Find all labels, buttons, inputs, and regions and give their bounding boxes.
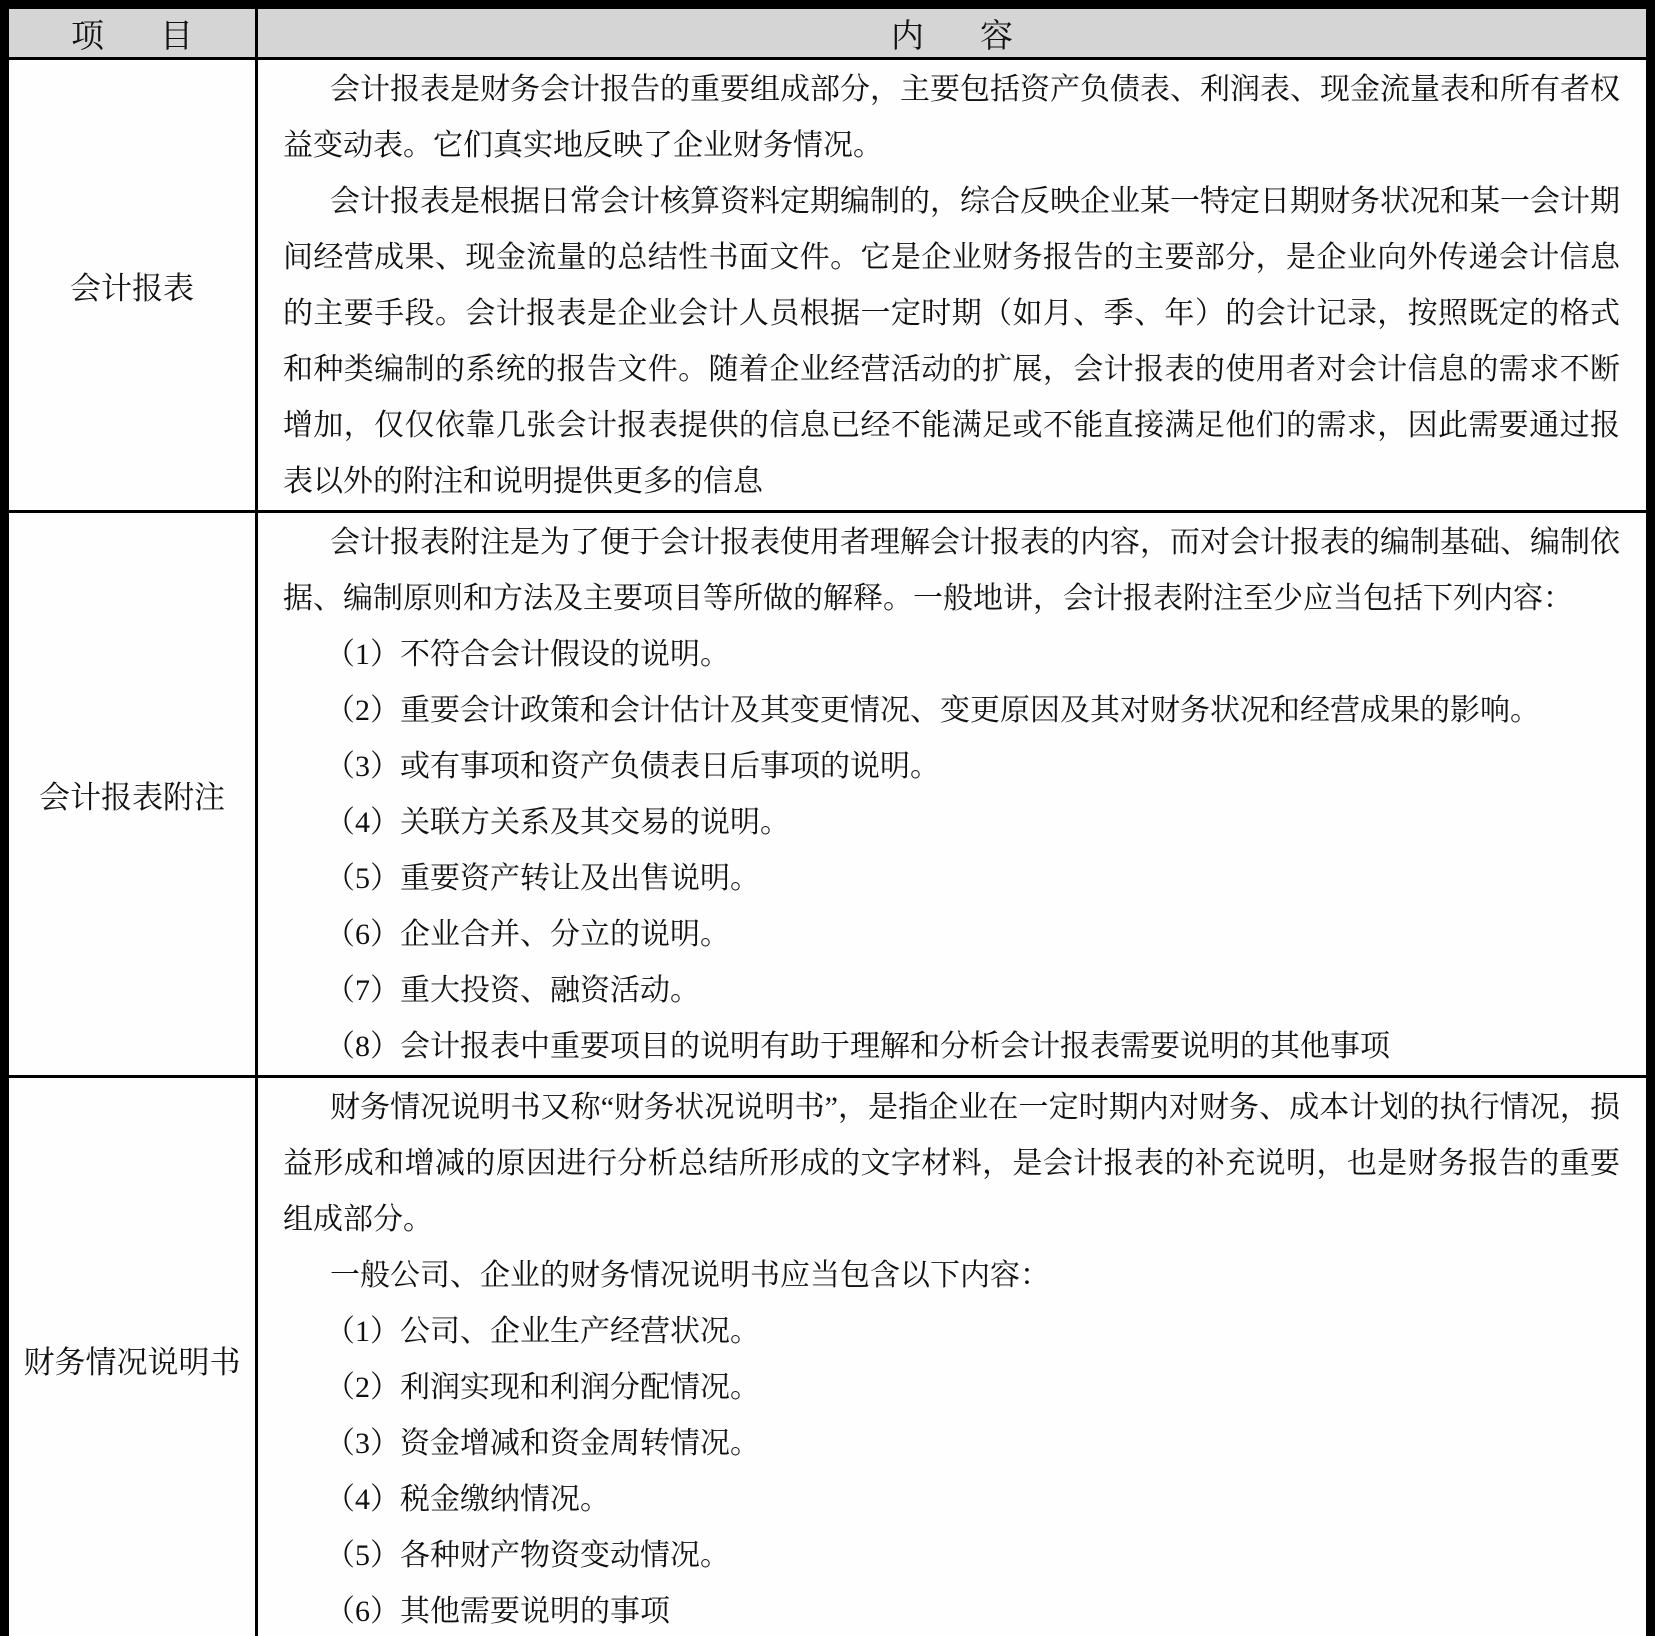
numbered-item: （6）企业合并、分立的说明。 xyxy=(325,918,730,951)
table-body xyxy=(5,59,1651,1636)
content-paragraph: 财务情况说明书又称“财务状况说明书”，是指企业在一定时期内对财务、成本计划的执行情况，损益形成和增减的原因进行分析总结所形成的文字材料，是会计报表的补充说明，也是财务报告的重要组成部分。 xyxy=(283,1091,1620,1236)
content-cell xyxy=(257,1077,1651,1636)
content-paragraph: 一般公司、企业的财务情况说明书应当包含以下内容： xyxy=(330,1259,1050,1292)
numbered-item: （4）税金缴纳情况。 xyxy=(325,1483,610,1516)
numbered-item: （3）或有事项和资产负债表日后事项的说明。 xyxy=(325,750,940,783)
content-cell xyxy=(257,512,1651,1077)
numbered-item: （2）重要会计政策和会计估计及其变更情况、变更原因及其对财务状况和经营成果的影响。 xyxy=(325,694,1540,727)
numbered-item: （3）资金增减和资金周转情况。 xyxy=(325,1427,760,1460)
table-row xyxy=(5,1077,1651,1636)
item-cell xyxy=(5,512,257,1077)
numbered-item: （4）关联方关系及其交易的说明。 xyxy=(325,806,790,839)
header-item-label: 项目 xyxy=(70,18,250,55)
table-row xyxy=(5,512,1651,1077)
numbered-item: （6）其他需要说明的事项 xyxy=(325,1595,670,1628)
content-cell xyxy=(257,59,1651,512)
numbered-item: （1）公司、企业生产经营状况。 xyxy=(325,1315,760,1348)
item-label: 会计报表附注 xyxy=(39,779,225,815)
numbered-item: （5）各种财产物资变动情况。 xyxy=(325,1539,730,1572)
numbered-item: （5）重要资产转让及出售说明。 xyxy=(325,862,760,895)
table-header-row xyxy=(5,5,1651,59)
header-cell-item xyxy=(5,5,257,59)
header-content-label: 内容 xyxy=(890,18,1070,55)
item-cell xyxy=(5,59,257,512)
content-paragraph: 会计报表是根据日常会计核算资料定期编制的，综合反映企业某一特定日期财务状况和某一会计期间经营成果、现金流量的总结性书面文件。它是企业财务报告的主要部分，是企业向外传递会计信息的主要手段。会计报表是企业会计人员根据一定时期（如月、季、年）的会计记录，按照既定的格式和种类编制的系统的报告文件。随着企业经营活动的扩展，会计报表的使用者对会计信息的需求不断增加，仅仅依靠几张会计报表提供的信息已经不能满足或不能直接满足他们的需求，因此需要通过报表以外的附注和说明提供更多的信息 xyxy=(283,185,1620,498)
item-cell xyxy=(5,1077,257,1636)
table-row xyxy=(5,59,1651,512)
numbered-item: （7）重大投资、融资活动。 xyxy=(325,974,700,1007)
numbered-item: （8）会计报表中重要项目的说明有助于理解和分析会计报表需要说明的其他事项 xyxy=(325,1030,1390,1063)
header-cell-content xyxy=(257,5,1651,59)
numbered-item: （2）利润实现和利润分配情况。 xyxy=(325,1371,760,1404)
numbered-item: （1）不符合会计假设的说明。 xyxy=(325,638,730,671)
item-label: 财务情况说明书 xyxy=(23,1344,241,1380)
content-paragraph: 会计报表是财务会计报告的重要组成部分，主要包括资产负债表、利润表、现金流量表和所有者权益变动表。它们真实地反映了企业财务情况。 xyxy=(283,73,1620,162)
item-label: 会计报表 xyxy=(70,270,194,306)
content-paragraph: 会计报表附注是为了便于会计报表使用者理解会计报表的内容，而对会计报表的编制基础、编制依据、编制原则和方法及主要项目等所做的解释。一般地讲，会计报表附注至少应当包括下列内容： xyxy=(283,526,1620,615)
